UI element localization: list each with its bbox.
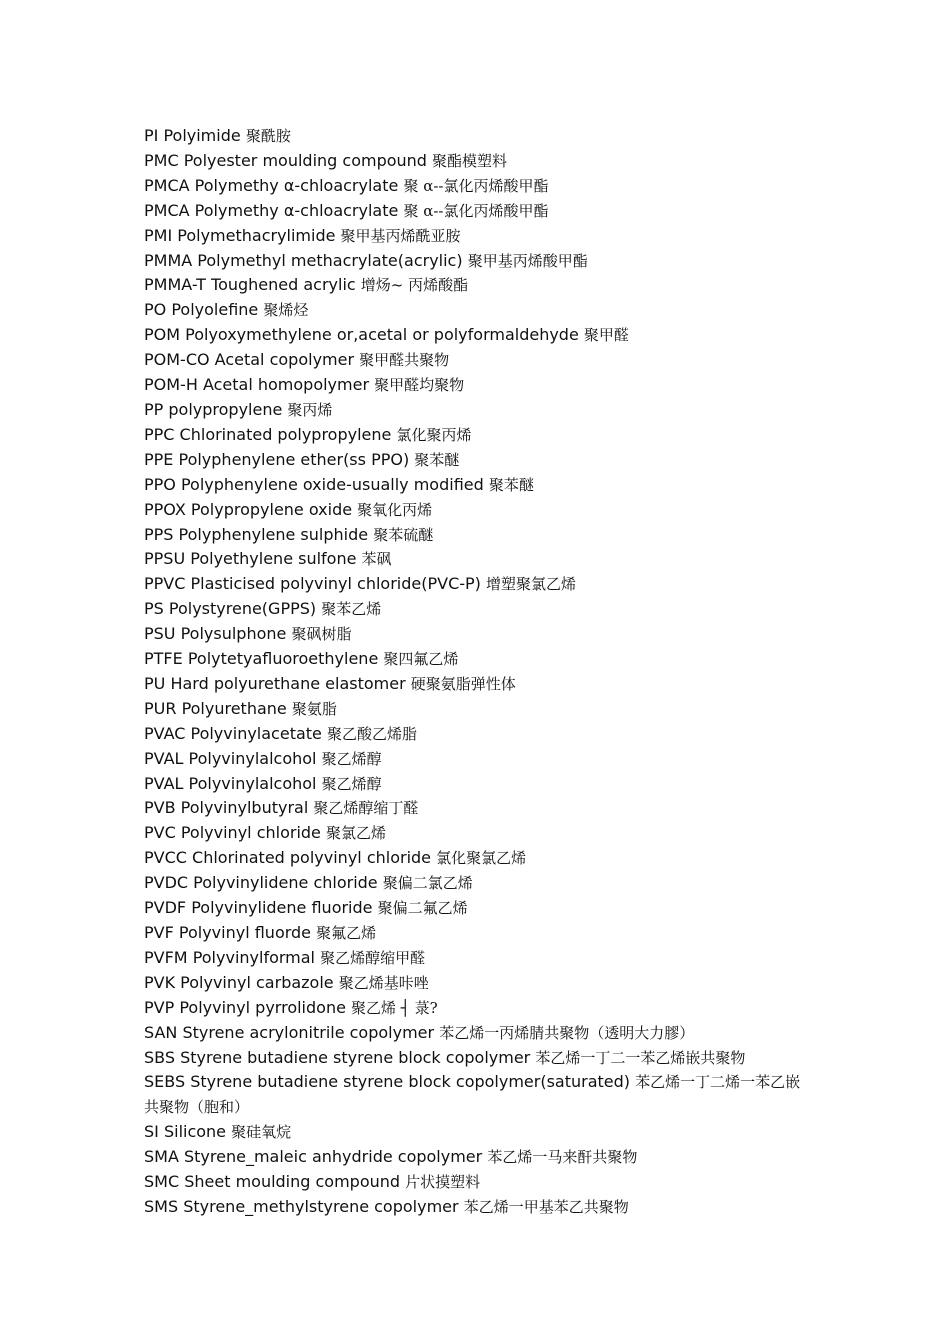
term-english: SAN Styrene acrylonitrile copolymer [144,1022,435,1042]
term-chinese: 片状摸塑料 [405,1173,481,1192]
glossary-entry [144,996,814,1021]
term-english: PVB Polyvinylbutyral [144,798,309,818]
glossary-entry [144,846,814,871]
term-chinese: 聚乙烯醇缩甲醛 [320,948,426,967]
term-chinese: 聚 α--氯化丙烯酸甲酯 [403,201,549,220]
term-english: SMS Styrene_methylstyrene copolymer [144,1196,459,1216]
glossary-entry [144,672,814,697]
term-chinese: 聚苯硫醚 [373,525,434,544]
term-chinese: 聚苯醚 [488,475,534,494]
term-chinese: 聚氧化丙烯 [357,500,433,519]
glossary-entry [144,423,814,448]
glossary-entry [144,473,814,498]
glossary-entry [144,622,814,647]
glossary-entry [144,398,814,423]
glossary-entry [144,971,814,996]
term-english: PPO Polyphenylene oxide-usually modified [144,474,484,494]
glossary-entry [144,1120,814,1145]
term-english: PPE Polyphenylene ether(ss PPO) [144,449,410,469]
term-chinese: 聚偏二氯乙烯 [382,874,473,893]
term-chinese: 聚乙烯醇 [321,774,382,793]
glossary-entry [144,498,814,523]
term-english: PMC Polyester moulding compound [144,150,427,170]
glossary-entry [144,249,814,274]
glossary-entry [144,547,814,572]
term-chinese: 聚丙烯 [287,400,333,419]
term-chinese: 苯砜 [361,550,392,569]
glossary-entry [144,747,814,772]
term-english: PPSU Polyethylene sulfone [144,549,357,569]
term-english: PSU Polysulphone [144,624,287,644]
term-english: PMMA-T Toughened acrylic [144,275,356,295]
term-english: PO Polyolefine [144,300,259,320]
term-chinese: 增炀~ 丙烯酸酯 [360,276,469,295]
term-english: PU Hard polyurethane elastomer [144,673,406,693]
term-chinese: 聚乙烯醇缩丁醛 [313,799,419,818]
term-english: PMMA Polymethyl methacrylate(acrylic) [144,250,463,270]
glossary-entry [144,921,814,946]
term-english: PVP Polyvinyl pyrrolidone [144,997,346,1017]
term-english: PVF Polyvinyl fluorde [144,923,312,942]
term-english: PVDC Polyvinylidene chloride [144,873,378,893]
glossary-entry [144,174,814,199]
term-english: SI Silicone [144,1122,227,1142]
glossary-entry [144,373,814,398]
term-english: PP polypropylene [144,399,283,419]
glossary-entry [144,348,814,373]
term-chinese: 聚甲基丙烯酰亚胺 [340,226,461,245]
glossary-entry [144,896,814,921]
term-chinese: 氯化聚氯乙烯 [436,849,527,868]
glossary-entry [144,871,814,896]
term-english: PVAL Polyvinylalcohol [144,773,317,793]
glossary-entry [144,323,814,348]
term-chinese: 聚偏二氟乙烯 [377,899,468,918]
term-english: SMA Styrene_maleic anhydride copolymer [144,1147,483,1167]
glossary-entry [144,448,814,473]
term-english: PPS Polyphenylene sulphide [144,524,369,544]
term-english: POM-H Acetal homopolymer [144,375,370,395]
glossary-entry [144,1195,814,1220]
term-english: PPOX Polypropylene oxide [144,499,353,519]
term-english: PPC Chlorinated polypropylene [144,424,392,444]
glossary-entry [144,523,814,548]
term-english: PPVC Plasticised polyvinyl chloride(PVC-P) [144,574,481,594]
term-chinese: 聚酰胺 [245,127,291,145]
term-english: PVDF Polyvinylidene fluoride [144,898,373,918]
term-english: PVAC Polyvinylacetate [144,723,322,743]
term-chinese: 聚苯醚 [414,450,460,469]
glossary-entry [144,597,814,622]
term-chinese: 聚乙烯基咔唑 [338,973,429,992]
term-chinese: 聚乙酸乙烯脂 [326,724,417,743]
term-english: PVFM Polyvinylformal [144,947,315,967]
glossary-entry [144,1170,814,1195]
term-chinese: 苯乙烯一丁二一苯乙烯嵌共聚物 [535,1048,746,1067]
term-english: PTFE Polytetyafluoroethylene [144,649,379,669]
glossary-entry [144,697,814,722]
term-chinese: 聚甲醛 [583,326,629,345]
glossary-entry [144,298,814,323]
term-chinese: 聚甲醛均聚物 [374,376,465,395]
glossary-entry [144,572,814,597]
term-english: PMI Polymethacrylimide [144,225,336,245]
term-english: SMC Sheet moulding compound [144,1172,401,1192]
term-english: PMCA Polymethy α-chloacrylate [144,200,399,220]
glossary-entry [144,1145,814,1170]
term-english: PS Polystyrene(GPPS) [144,599,317,619]
term-chinese: 聚砜树脂 [291,625,352,644]
term-chinese: 苯乙烯一丁二烯一苯乙嵌共聚物（胞和） [144,1073,801,1117]
glossary-entry [144,273,814,298]
term-chinese: 聚四氟乙烯 [383,650,459,669]
term-chinese: 苯乙烯一马来酐共聚物 [487,1148,638,1167]
glossary-entry [144,772,814,797]
term-chinese: 硬聚氨脂弹性体 [410,674,516,693]
term-chinese: 增塑聚氯乙烯 [486,575,577,594]
glossary-list [144,124,814,1220]
term-english: SBS Styrene butadiene styrene block copolymer [144,1047,531,1067]
term-chinese: 聚苯乙烯 [321,600,382,619]
glossary-entry [144,1070,814,1120]
term-english: PMCA Polymethy α-chloacrylate [144,175,399,195]
glossary-entry [144,821,814,846]
glossary-entry [144,124,814,149]
term-english: SEBS Styrene butadiene styrene block copolymer(saturated) [144,1072,631,1092]
term-english: PVCC Chlorinated polyvinyl chloride [144,848,432,868]
glossary-entry [144,149,814,174]
term-chinese: 聚氨脂 [291,699,337,718]
term-chinese: 苯乙烯一丙烯腈共聚物（透明大力膠） [439,1023,695,1042]
term-english: PUR Polyurethane [144,698,287,718]
term-chinese: 聚硅氧烷 [231,1123,292,1142]
glossary-entry [144,1046,814,1071]
glossary-entry [144,1021,814,1046]
term-chinese: 聚乙烯醇 [321,749,382,768]
term-chinese: 聚甲醛共聚物 [359,351,450,370]
term-english: PVK Polyvinyl carbazole [144,972,334,992]
term-chinese: 氯化聚丙烯 [396,425,472,444]
glossary-entry [144,199,814,224]
term-english: PI Polyimide [144,126,241,145]
term-chinese: 聚 α--氯化丙烯酸甲酯 [403,176,549,195]
glossary-entry [144,647,814,672]
term-english: POM Polyoxymethylene or,acetal or polyformaldehyde [144,325,579,345]
term-chinese: 聚甲基丙烯酸甲酯 [467,251,588,270]
glossary-entry [144,946,814,971]
term-chinese: 聚氯乙烯 [325,824,386,843]
term-english: POM-CO Acetal copolymer [144,350,355,370]
term-chinese: 聚酯模塑料 [432,151,508,170]
term-chinese: 苯乙烯一甲基苯乙共聚物 [463,1197,629,1216]
term-chinese: 聚烯烃 [263,301,309,320]
term-chinese: 聚乙烯 ┤ 菉? [351,998,438,1017]
term-english: PVC Polyvinyl chloride [144,823,321,843]
glossary-entry [144,796,814,821]
term-chinese: 聚氟乙烯 [316,924,377,942]
glossary-entry [144,224,814,249]
glossary-entry [144,722,814,747]
term-english: PVAL Polyvinylalcohol [144,748,317,768]
